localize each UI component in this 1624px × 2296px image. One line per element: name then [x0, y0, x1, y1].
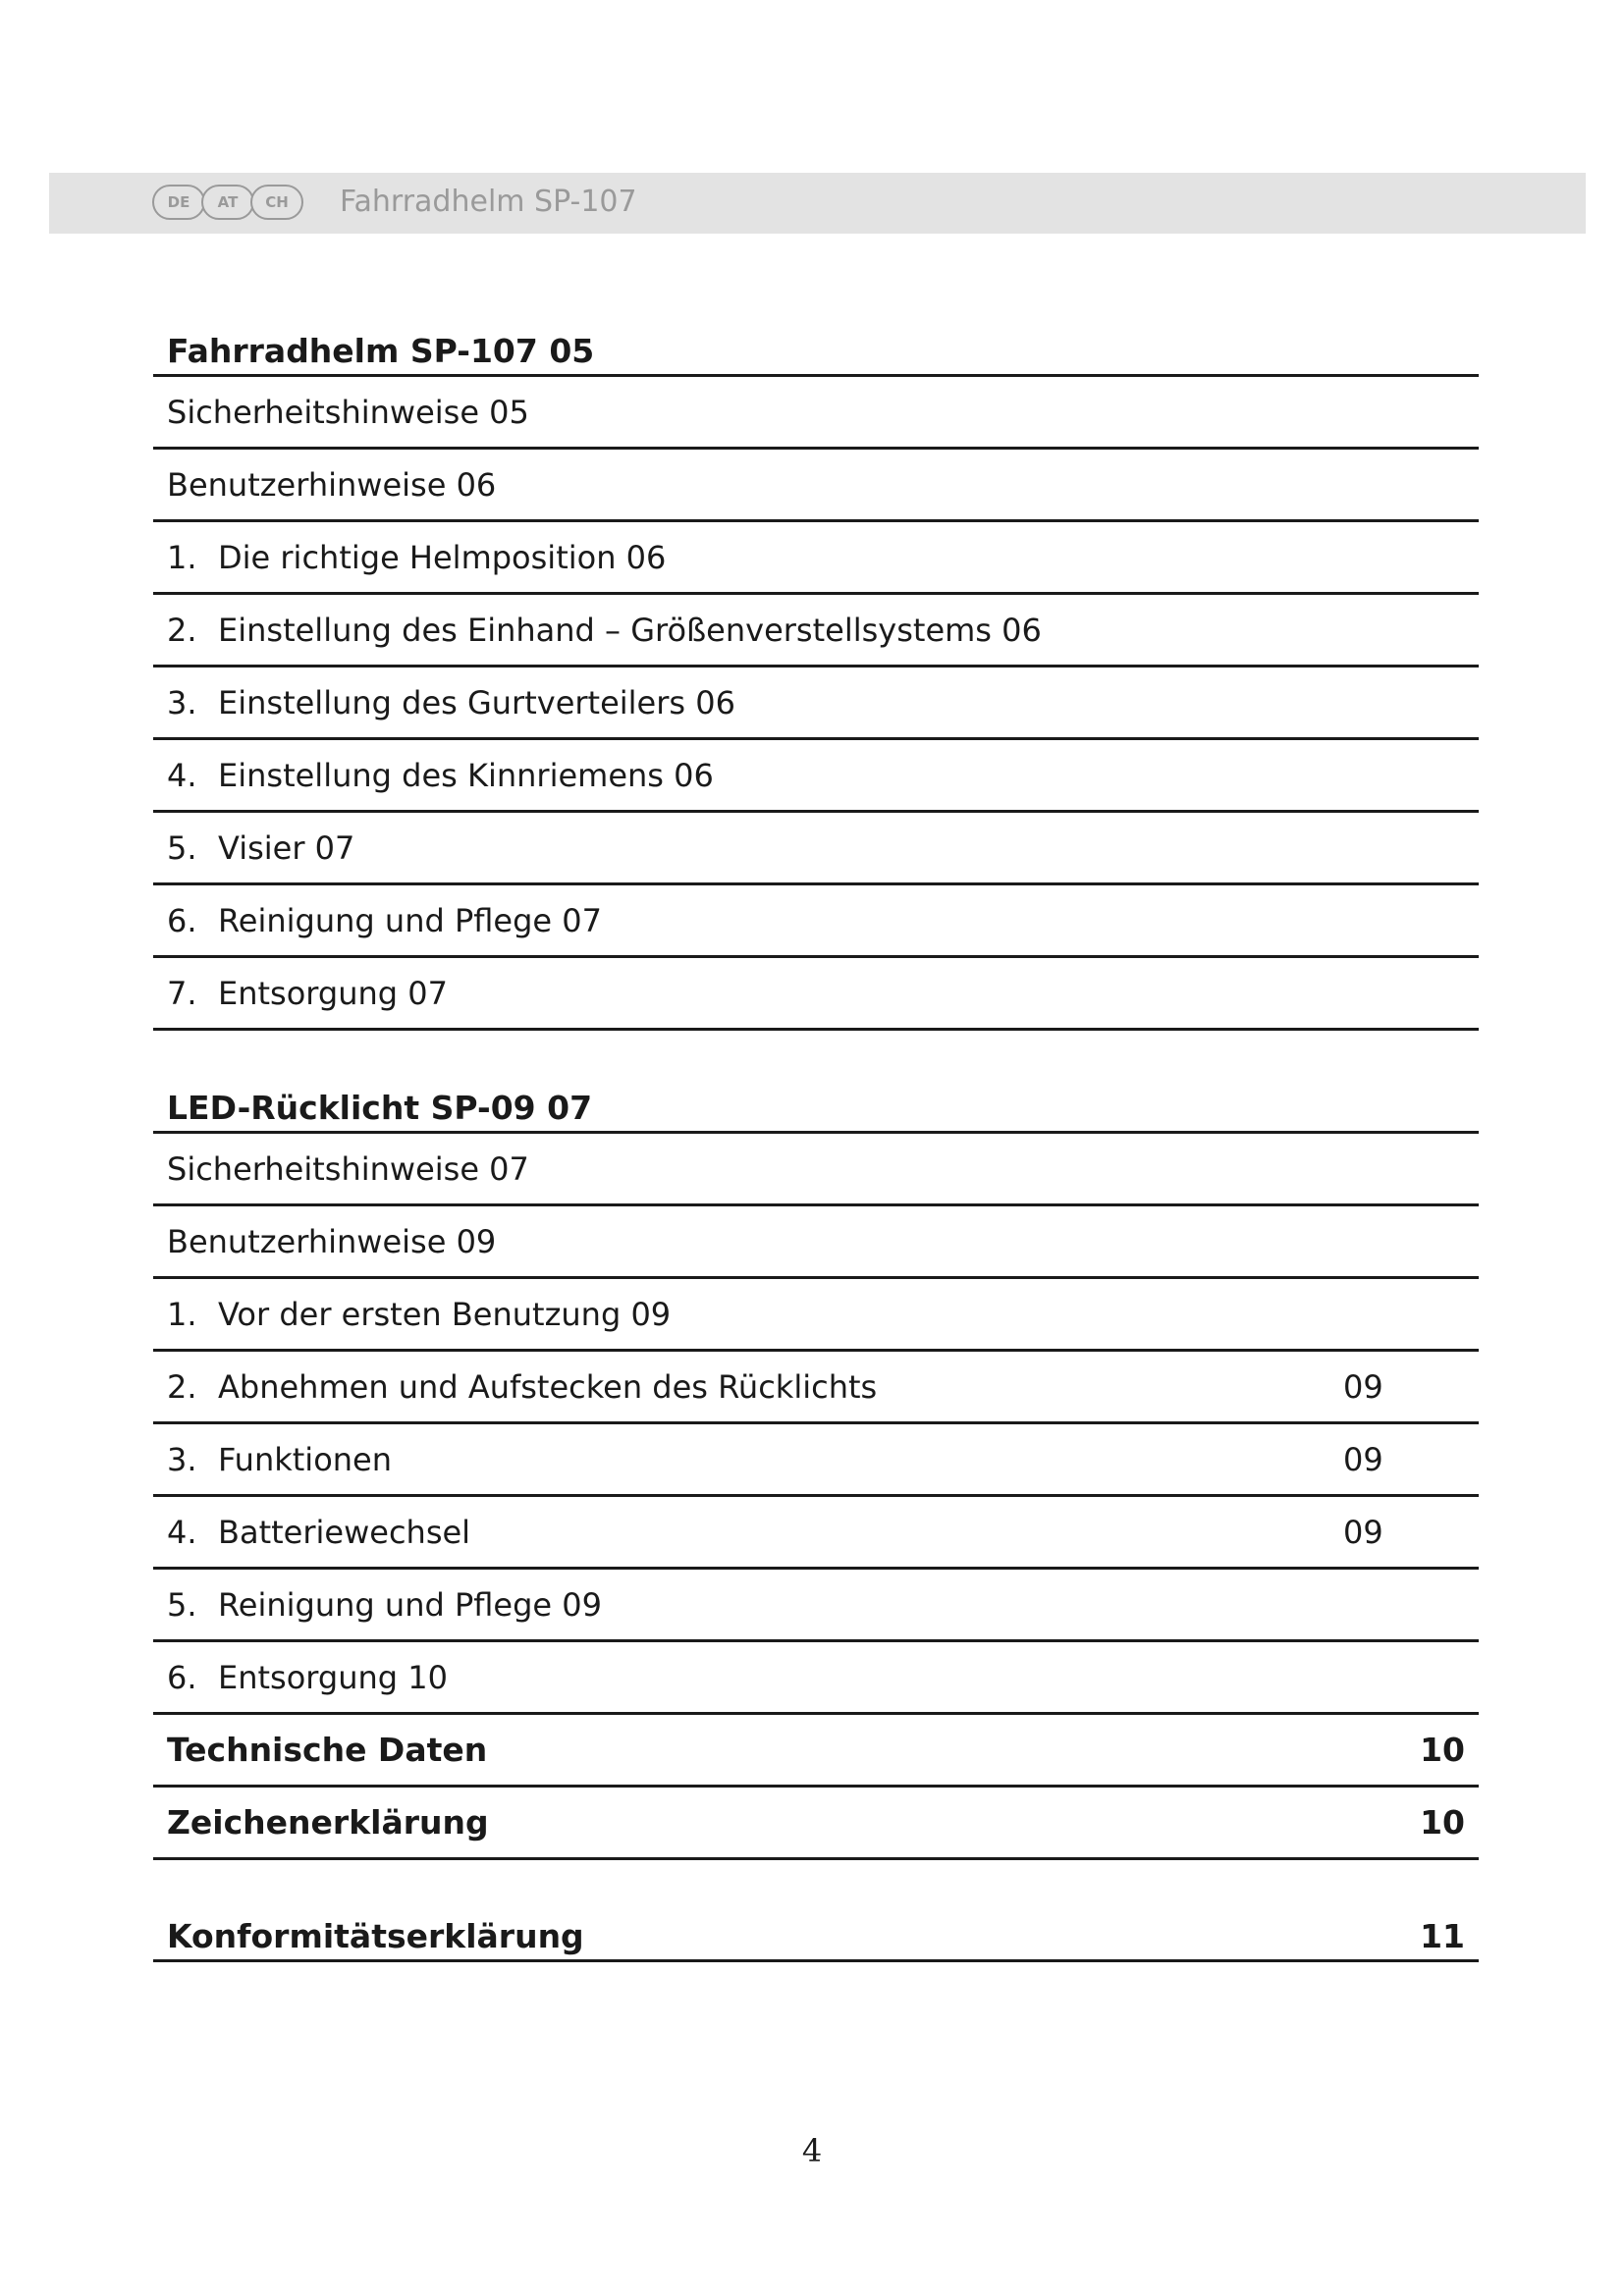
toc-row-text: Technische Daten	[167, 1731, 488, 1769]
toc-row-number: 6.	[167, 901, 197, 939]
toc-row-number: 2.	[167, 611, 197, 649]
header-bar	[49, 173, 1586, 234]
section-heading-text: Konformitätserklärung	[167, 1917, 584, 1955]
toc-row-text: Reinigung und Pflege 07	[218, 901, 602, 939]
country-badge-ch: CH	[250, 185, 303, 220]
section-heading-text: Fahrradhelm SP-107 05	[167, 332, 595, 370]
section-heading-text: LED-Rücklicht SP-09 07	[167, 1089, 593, 1127]
toc-row	[153, 1134, 1479, 1206]
toc-row-text: Vor der ersten Benutzung 09	[218, 1295, 672, 1333]
toc-row-text: Batteriewechsel	[218, 1513, 471, 1551]
toc-row	[153, 1352, 1479, 1424]
toc-row	[153, 1570, 1479, 1642]
toc-row	[153, 450, 1479, 522]
toc-row-text: Zeichenerklärung	[167, 1803, 489, 1842]
toc-row-number: 3.	[167, 683, 197, 721]
toc-row-text: Funktionen	[218, 1440, 393, 1478]
country-badges	[152, 185, 299, 220]
page-number: 4	[801, 2132, 823, 2169]
toc-section-rear-light	[153, 1083, 1479, 1860]
toc-row-text: Benutzerhinweise 09	[167, 1222, 497, 1260]
header-title: Fahrradhelm SP-107	[340, 185, 637, 219]
toc-row	[153, 813, 1479, 885]
toc-row	[153, 377, 1479, 450]
toc-row-number: 7.	[167, 974, 197, 1012]
country-badge-at: AT	[201, 185, 254, 220]
toc-row-page: 09	[1343, 1440, 1383, 1478]
toc-row	[153, 522, 1479, 595]
toc-row-number: 2.	[167, 1367, 197, 1406]
toc-row-text: Einstellung des Kinnriemens 06	[218, 756, 714, 794]
toc-row-number: 1.	[167, 1295, 197, 1333]
toc-row	[153, 885, 1479, 958]
country-badge-de: DE	[152, 185, 205, 220]
toc-row	[153, 1497, 1479, 1570]
toc-row-page: 10	[1420, 1803, 1465, 1842]
section-heading-page: 11	[1420, 1917, 1465, 1955]
section-heading	[153, 1911, 1479, 1962]
toc-row-text: Benutzerhinweise 06	[167, 465, 497, 504]
section-heading	[153, 1083, 1479, 1134]
toc-row-number: 4.	[167, 1513, 197, 1551]
toc-row	[153, 1206, 1479, 1279]
toc-row	[153, 1642, 1479, 1715]
toc-row	[153, 740, 1479, 813]
toc-row-technical-data	[153, 1715, 1479, 1788]
toc-row-text: Die richtige Helmposition 06	[218, 538, 667, 576]
toc-row-text: Einstellung des Einhand – Größenverstellsystems 06	[218, 611, 1042, 649]
section-heading	[153, 326, 1479, 377]
toc-row-number: 5.	[167, 1585, 197, 1624]
toc-row-text: Reinigung und Pflege 09	[218, 1585, 602, 1624]
toc-row	[153, 667, 1479, 740]
toc-row-text: Visier 07	[218, 828, 355, 867]
toc-section-helmet	[153, 326, 1479, 1031]
toc-row-text: Sicherheitshinweise 07	[167, 1149, 529, 1188]
toc-row-text: Sicherheitshinweise 05	[167, 393, 529, 431]
toc-row	[153, 1424, 1479, 1497]
toc-row-page: 09	[1343, 1513, 1383, 1551]
toc-row-number: 4.	[167, 756, 197, 794]
toc-row-page: 10	[1420, 1731, 1465, 1769]
toc-row-symbol-legend	[153, 1788, 1479, 1860]
toc-row	[153, 958, 1479, 1031]
toc-row-number: 1.	[167, 538, 197, 576]
toc-row	[153, 595, 1479, 667]
toc-row-number: 3.	[167, 1440, 197, 1478]
toc-row-number: 5.	[167, 828, 197, 867]
toc-row-page: 09	[1343, 1367, 1383, 1406]
toc-row-number: 6.	[167, 1658, 197, 1696]
toc-row-text: Entsorgung 10	[218, 1658, 448, 1696]
toc-row	[153, 1279, 1479, 1352]
toc-row-text: Einstellung des Gurtverteilers 06	[218, 683, 735, 721]
toc-section-conformity	[153, 1911, 1479, 1962]
toc-row-text: Abnehmen und Aufstecken des Rücklichts	[218, 1367, 878, 1406]
toc-row-text: Entsorgung 07	[218, 974, 448, 1012]
